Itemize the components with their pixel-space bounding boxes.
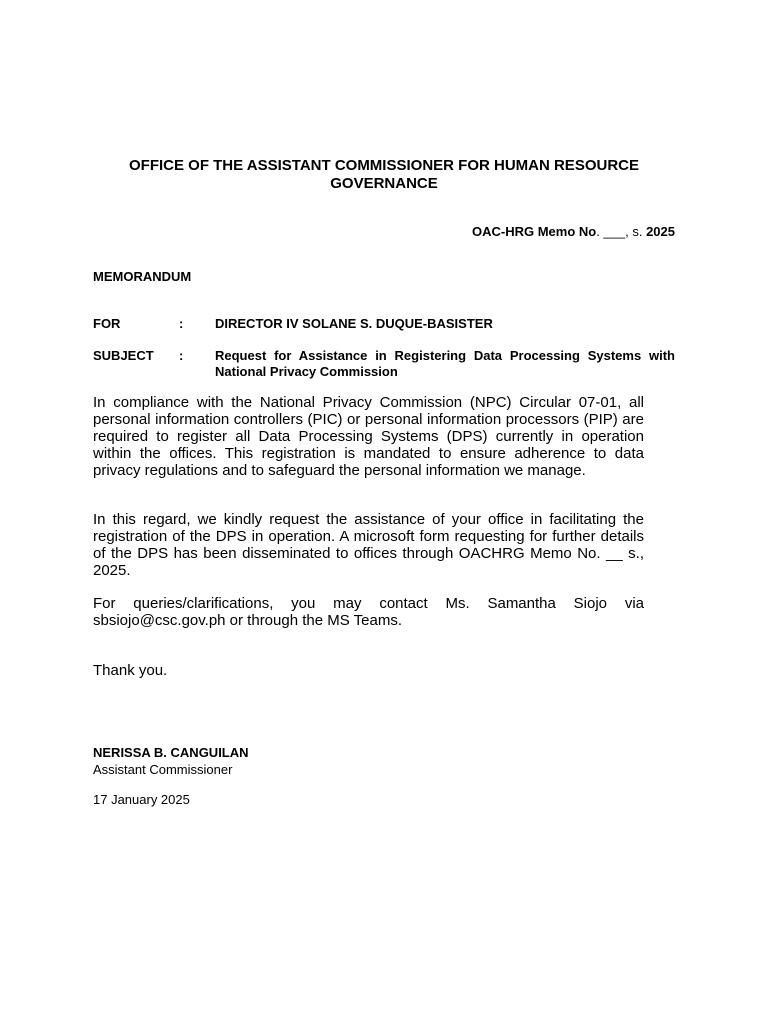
office-title: OFFICE OF THE ASSISTANT COMMISSIONER FOR HUMAN RESOURCE GOVERNANCE	[128, 157, 639, 192]
signatory-name: NERISSA B. CANGUILAN	[93, 745, 249, 760]
body-paragraph: For queries/clarifications, you may contact Ms. Samantha Siojo via sbsiojo@csc.gov.ph or through the MS Teams.	[93, 595, 644, 629]
memo-number-year: 2025	[646, 224, 675, 239]
signatory-title: Assistant Commissioner	[93, 762, 233, 777]
memo-number-middle: . ___, s.	[596, 224, 643, 239]
memo-number	[472, 224, 675, 239]
for-label: FOR	[93, 316, 121, 331]
subject-colon: :	[179, 348, 184, 363]
body-paragraph: In compliance with the National Privacy Commission (NPC) Circular 07-01, all personal information controllers (PIC) or personal information processors (PIP) are required to register all Data Processing Systems (DPS) currently in operation within the offices. This registration is mandated to ensure adherence to data privacy regulations and to safeguard the personal information we manage.	[93, 394, 644, 479]
body-paragraph: In this regard, we kindly request the assistance of your office in facilitating the registration of the DPS in operation. A microsoft form requesting for further details of the DPS has been disseminated to offices through OACHRG Memo No. __ s., 2025.	[93, 511, 644, 579]
subject-label: SUBJECT	[93, 348, 154, 363]
memo-date: 17 January 2025	[93, 792, 190, 807]
for-colon: :	[179, 316, 184, 331]
memo-number-prefix: OAC-HRG Memo No	[471, 224, 597, 239]
subject-value: Request for Assistance in Registering Data Processing Systems with National Privacy Commission	[215, 348, 675, 379]
memo-heading: MEMORANDUM	[93, 269, 192, 284]
closing-text: Thank you.	[93, 662, 168, 679]
for-value: DIRECTOR IV SOLANE S. DUQUE-BASISTER	[215, 316, 493, 331]
